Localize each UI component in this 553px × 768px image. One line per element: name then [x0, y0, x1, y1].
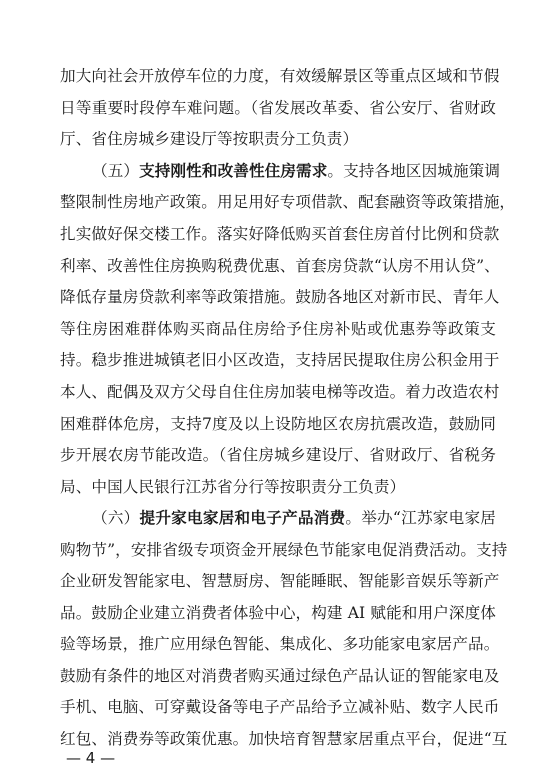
text-line-22: 红包、消费券等政策优惠。加快培育智慧家居重点平台，促进“互: [60, 730, 508, 748]
section-six-title: 提升家电家居和电子产品消费: [139, 508, 346, 527]
text-line-16: 购物节”，安排省级专项资金开展绿色节能家电促消费活动。支持: [60, 541, 508, 559]
section-six-text-start: 。举办“江苏家电家居: [345, 509, 496, 527]
text-line-12: 困难群体危房，支持7度及以上设防地区农房抗震改造，鼓励同: [60, 415, 496, 433]
text-line-8: 降低存量房贷款利率等政策措施。鼓励各地区对新市民、青年人: [60, 288, 500, 306]
section-six-heading-line: [92, 508, 496, 528]
text-line-21: 手机、电脑、可穿戴设备等电子产品给予立减补贴、数字人民币: [60, 698, 500, 716]
text-line-5: 整限制性房地产政策。用足用好专项借款、配套融资等政策措施，: [60, 193, 516, 211]
text-line-17: 企业研发智能家电、智慧厨房、智能睡眠、智能影音娱乐等新产: [60, 572, 500, 590]
text-line-20: 鼓励有条件的地区对消费者购买通过绿色产品认证的智能家电及: [60, 667, 500, 685]
text-line-9: 等住房困难群体购买商品住房给予住房补贴或优惠券等政策支: [60, 320, 496, 338]
section-six-number: （六）: [92, 509, 140, 527]
text-line-13: 步开展农房节能改造。（省住房城乡建设厅、省财政厅、省税务: [60, 446, 496, 464]
text-line-7: 利率、改善性住房换购税费优惠、首套房贷款“认房不用认贷”、: [60, 257, 500, 275]
text-line-6: 扎实做好保交楼工作。落实好降低购买首套住房首付比例和贷款: [60, 225, 500, 243]
section-five-heading-line: [92, 161, 501, 181]
text-line-2: 日等重要时段停车难问题。（省发展改革委、省公安厅、省财政: [60, 99, 496, 117]
text-line-19: 验等场景，推广应用绿色智能、集成化、多功能家电家居产品。: [60, 635, 500, 653]
section-five-text-start: 。支持各地区因城施策调: [327, 162, 501, 180]
text-line-11: 本人、配偶及双方父母自住住房加装电梯等改造。着力改造农村: [60, 383, 500, 401]
text-line-1: 加大向社会开放停车位的力度，有效缓解景区等重点区域和节假: [60, 67, 500, 85]
section-five-number: （五）: [92, 162, 140, 180]
section-five-title: 支持刚性和改善性住房需求: [139, 161, 328, 180]
text-line-3: 厅、省住房城乡建设厅等按职责分工负责）: [60, 130, 359, 148]
text-line-10: 持。稳步推进城镇老旧小区改造，支持居民提取住房公积金用于: [60, 351, 500, 369]
text-line-18: 品。鼓励企业建立消费者体验中心，构建 AI 赋能和用户深度体: [60, 604, 496, 622]
page-number: — 4 —: [66, 749, 116, 767]
text-line-14: 局、中国人民银行江苏省分行等按职责分工负责）: [60, 478, 406, 496]
